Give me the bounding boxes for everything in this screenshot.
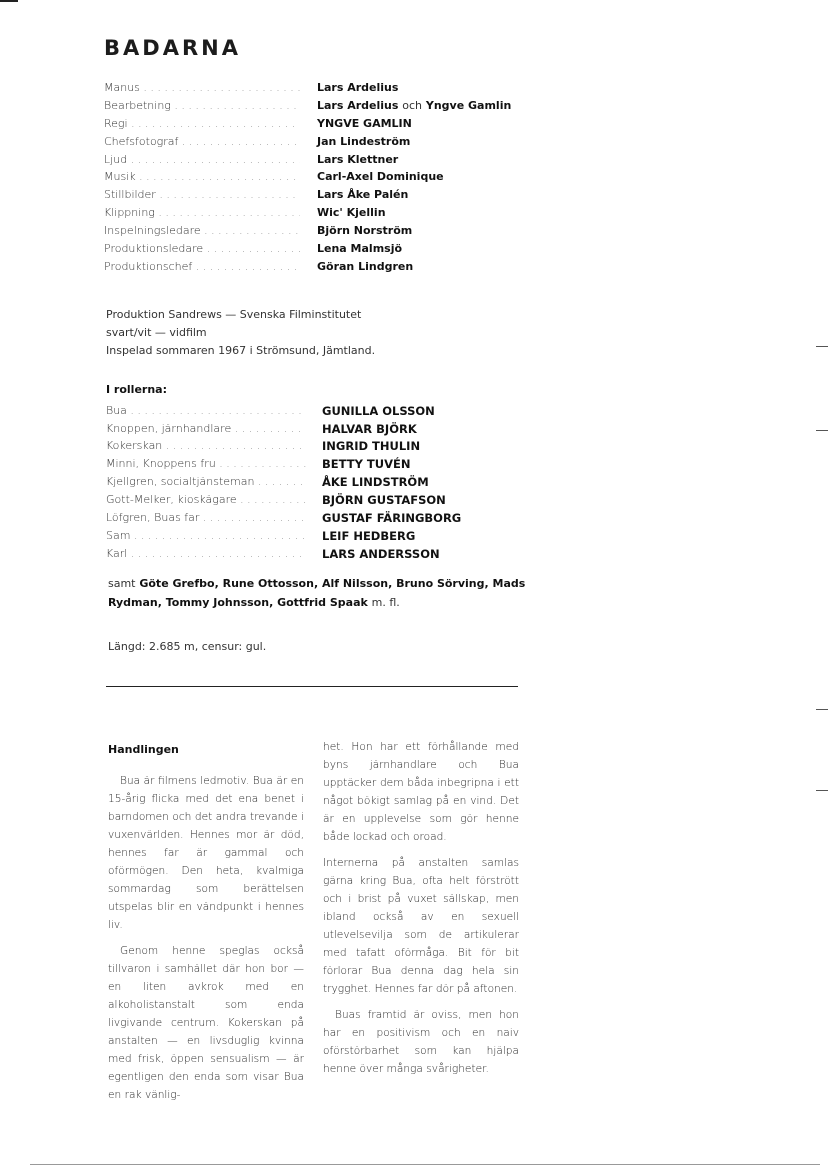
production-line: svart/vit — vidfilm [106,326,207,339]
credit-row [104,204,544,222]
credit-name: Wic' Kjellin [317,206,386,219]
production-line: Produktion Sandrews — Svenska Filminstitutet [106,308,362,321]
cast-heading: I rollerna: [106,383,167,396]
credit-row [104,186,544,204]
credit-name: Lars Klettner [317,153,399,166]
cast-row [106,402,546,420]
cast-role: Minni, Knoppens fru . . . [106,455,306,473]
cast-row [106,509,546,527]
credit-name: Björn Norström [317,224,413,237]
credit-role: Ljud . . . [104,151,300,169]
credit-role: Chefsfotograf . . . [104,133,300,151]
cast-row [106,437,546,455]
cast-role: Kjellgren, socialtjänsteman . . . [106,473,306,491]
cast-role: Sam . . . [106,527,306,545]
credit-row [104,151,544,169]
credit-name: Göran Lindgren [317,260,414,273]
cast-role: Gott-Melker, kioskägare . . . [106,491,306,509]
cast-name: ÅKE LINDSTRÖM [322,475,429,489]
credit-role: Produktionsledare . . . [104,240,300,258]
credit-role: Regi . . . [104,115,300,133]
cast-row [106,545,546,563]
page-title: BADARNA [104,36,241,60]
credit-role: Inspelningsledare . . . [104,222,300,240]
synopsis-column-right [323,738,519,1086]
cast-role: Bua . . . [106,402,306,420]
credit-name: Lars Ardelius [317,81,399,94]
synopsis-paragraph: Genom henne speglas också tillvaron i samhället där hon bor — en liten avkrok med en alkoholistanstalt som enda livgivande centrum. Kokerskan på anstalten — en livsduglig kvinna med frisk, öppen sensualism — är egentligen den enda som visar Bua en rak vänlig- [108,945,304,1101]
cast-name: GUNILLA OLSSON [322,404,435,418]
cast-name: LARS ANDERSSON [322,547,440,561]
credit-role: Klippning . . . [104,204,300,222]
credit-row [104,222,544,240]
margin-mark [816,346,828,347]
credit-name: Jan Lindeström [317,135,411,148]
credit-row [104,240,544,258]
cast-name: INGRID THULIN [322,439,421,453]
synopsis-paragraph: Buas framtid är oviss, men hon har en positivism och en naiv oförstörbarhet som kan hjälpa henne över många svårigheter. [323,1009,519,1075]
credit-name: Lars Åke Palén [317,188,409,201]
synopsis-heading: Handlingen [108,743,179,756]
cast-row [106,455,546,473]
credit-name: Carl-Axel Dominique [317,170,444,183]
credit-role: Produktionschef . . . [104,258,300,276]
synopsis-paragraph: het. Hon har ett förhållande med byns järnhandlare och Bua upptäcker dem båda inbegripna i ett något bökigt samlag på en vind. Det är en upplevelse som gör henne både lockad och oroad. [323,741,519,843]
credit-role: Musik . . . [104,168,300,186]
credit-row [104,97,544,115]
credit-name: Lars Ardelius och Yngve Gamlin [317,99,512,112]
margin-mark [816,430,828,431]
credit-role: Manus . . . [104,79,300,97]
cast-name: LEIF HEDBERG [322,529,416,543]
cast-row [106,527,546,545]
cast-role: Kokerskan . . . [106,437,306,455]
additional-cast: samt Göte Grefbo, Rune Ottosson, Alf Nilsson, Bruno Sörving, Mads Rydman, Tommy Johnsson, Gottfrid Spaak m. fl. [108,577,526,609]
margin-mark [816,790,828,791]
cast-row [106,491,546,509]
cast-name: BJÖRN GUSTAFSON [322,493,446,507]
synopsis-paragraph: Bua är filmens ledmotiv. Bua är en 15-årig flicka med det ena benet i barndomen och det andra trevande i vuxenvärlden. Hennes mor är död, hennes far är gammal och oförmögen. Den heta, kvalmiga sommardag som berättelsen utspelas blir en vändpunkt i hennes liv. [108,775,304,931]
length-censorship: Längd: 2.685 m, censur: gul. [108,640,267,653]
credit-row [104,133,544,151]
production-line: Inspelad sommaren 1967 i Strömsund, Jämtland. [106,344,376,357]
page-corner-mark [0,0,18,6]
cast-name: BETTY TUVÉN [322,457,411,471]
cast-name: GUSTAF FÄRINGBORG [322,511,462,525]
credit-role: Bearbetning . . . [104,97,300,115]
divider [106,686,518,687]
cast-row [106,473,546,491]
credit-row [104,79,544,97]
synopsis-column-left [108,772,304,1112]
credit-row [104,168,544,186]
cast-role: Knoppen, järnhandlare . . . [106,420,306,438]
margin-mark [816,709,828,710]
synopsis-paragraph: Internerna på anstalten samlas gärna kring Bua, ofta helt förstrött och i brist på vuxet sällskap, men ibland också av en sexuell utlevelsevilja som de artikulerar med tafatt oförmåga. Bit för bit förlorar Bua denna dag hela sin trygghet. Hennes far dör på aftonen. [323,857,519,995]
cast-role: Löfgren, Buas far . . . [106,509,306,527]
credit-name: YNGVE GAMLIN [317,117,412,130]
credit-name: Lena Malmsjö [317,242,403,255]
cast-role: Karl . . . [106,545,306,563]
credit-role: Stillbilder . . . [104,186,300,204]
credit-row [104,258,544,276]
cast-name: HALVAR BJÖRK [322,422,417,436]
page-bottom-edge [30,1164,820,1165]
credit-row [104,115,544,133]
cast-row [106,420,546,438]
